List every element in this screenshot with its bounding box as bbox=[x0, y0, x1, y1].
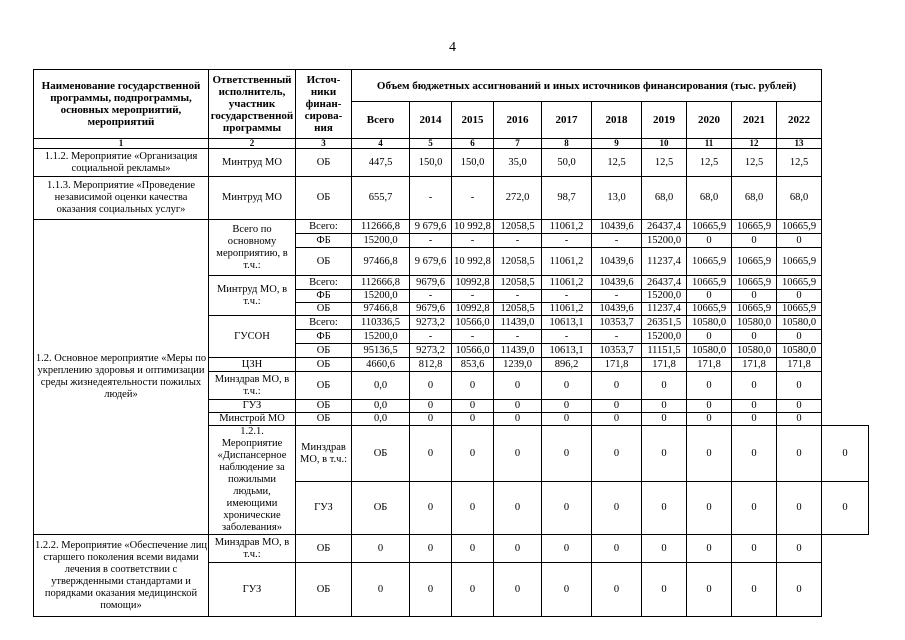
value-cell: 10566,0 bbox=[452, 344, 494, 358]
activity-name: 1.1.2. Мероприятие «Организация социальной рекламы» bbox=[34, 149, 209, 177]
value-cell: - bbox=[494, 234, 542, 248]
value-cell: 0 bbox=[732, 290, 777, 303]
value-cell: 0 bbox=[494, 413, 542, 426]
value-cell: 0 bbox=[592, 400, 642, 413]
value-cell: 0 bbox=[822, 426, 869, 482]
header-year: 2016 bbox=[494, 102, 542, 139]
value-cell: 10580,0 bbox=[777, 316, 822, 330]
value-cell: 0 bbox=[642, 535, 687, 563]
header-year: 2015 bbox=[452, 102, 494, 139]
value-cell: 0 bbox=[494, 372, 542, 400]
value-cell: 12058,5 bbox=[494, 220, 542, 234]
value-cell: 0 bbox=[592, 372, 642, 400]
executor-cell: ГУСОН bbox=[209, 316, 296, 358]
value-cell: 10 992,8 bbox=[452, 220, 494, 234]
column-index: 5 bbox=[410, 139, 452, 149]
source-cell: Всего: bbox=[296, 220, 352, 234]
source-cell: ОБ bbox=[296, 372, 352, 400]
value-cell: 68,0 bbox=[732, 177, 777, 220]
value-cell: 0 bbox=[687, 290, 732, 303]
value-cell: 11439,0 bbox=[494, 344, 542, 358]
value-cell: 0 bbox=[542, 413, 592, 426]
value-cell: 0 bbox=[494, 426, 542, 482]
header-year: 2020 bbox=[687, 102, 732, 139]
value-cell: 0 bbox=[777, 413, 822, 426]
header-source: Источ-ники финан-сирова-ния bbox=[296, 70, 352, 139]
value-cell: 0 bbox=[410, 535, 452, 563]
value-cell: 0 bbox=[592, 426, 642, 482]
column-index: 10 bbox=[642, 139, 687, 149]
header-year: 2017 bbox=[542, 102, 592, 139]
value-cell: 11061,2 bbox=[542, 220, 592, 234]
value-cell: 0 bbox=[542, 563, 592, 617]
source-cell: ФБ bbox=[296, 234, 352, 248]
column-index: 12 bbox=[732, 139, 777, 149]
executor-cell: Минтруд МО bbox=[209, 149, 296, 177]
value-cell: 0 bbox=[732, 400, 777, 413]
column-index: 9 bbox=[592, 139, 642, 149]
value-cell: 68,0 bbox=[687, 177, 732, 220]
value-cell: 50,0 bbox=[542, 149, 592, 177]
source-cell: ОБ bbox=[296, 400, 352, 413]
value-cell: 0 bbox=[352, 563, 410, 617]
column-index: 4 bbox=[352, 139, 410, 149]
value-cell: 0 bbox=[542, 372, 592, 400]
value-cell: 10665,9 bbox=[687, 276, 732, 290]
value-cell: 12058,5 bbox=[494, 248, 542, 276]
value-cell: 9 679,6 bbox=[410, 220, 452, 234]
value-cell: 26351,5 bbox=[642, 316, 687, 330]
value-cell: 11151,5 bbox=[642, 344, 687, 358]
value-cell: 655,7 bbox=[352, 177, 410, 220]
value-cell: 11061,2 bbox=[542, 276, 592, 290]
value-cell: 26437,4 bbox=[642, 220, 687, 234]
value-cell: 0 bbox=[687, 563, 732, 617]
value-cell: 68,0 bbox=[777, 177, 822, 220]
value-cell: - bbox=[410, 290, 452, 303]
value-cell: 10665,9 bbox=[777, 248, 822, 276]
value-cell: 12058,5 bbox=[494, 276, 542, 290]
value-cell: 10665,9 bbox=[777, 276, 822, 290]
value-cell: 10665,9 bbox=[732, 303, 777, 316]
source-cell: ОБ bbox=[296, 358, 352, 372]
executor-cell: ГУЗ bbox=[209, 400, 296, 413]
value-cell: 112666,8 bbox=[352, 220, 410, 234]
value-cell: 171,8 bbox=[592, 358, 642, 372]
value-cell: 0 bbox=[542, 426, 592, 482]
value-cell: 9273,2 bbox=[410, 316, 452, 330]
value-cell: 0 bbox=[410, 372, 452, 400]
value-cell: 0 bbox=[777, 535, 822, 563]
value-cell: 12,5 bbox=[642, 149, 687, 177]
value-cell: 10580,0 bbox=[687, 344, 732, 358]
source-cell: ОБ bbox=[296, 303, 352, 316]
value-cell: 0 bbox=[494, 400, 542, 413]
value-cell: 0 bbox=[452, 426, 494, 482]
value-cell: 12058,5 bbox=[494, 303, 542, 316]
value-cell: 0 bbox=[494, 535, 542, 563]
executor-cell: Минстрой МО bbox=[209, 413, 296, 426]
value-cell: 0 bbox=[777, 426, 822, 482]
value-cell: 0 bbox=[452, 482, 494, 535]
value-cell: 10613,1 bbox=[542, 316, 592, 330]
activity-name: 1.2. Основное мероприятие «Меры по укреплению здоровья и оптимизации среды жизнедеятельности пожилых людей» bbox=[34, 220, 209, 535]
header-year: Всего bbox=[352, 102, 410, 139]
source-cell: Всего: bbox=[296, 276, 352, 290]
value-cell: 12,5 bbox=[592, 149, 642, 177]
executor-cell: Всего по основному мероприятию, в т.ч.: bbox=[209, 220, 296, 276]
page-number: 4 bbox=[449, 40, 456, 55]
value-cell: 12,5 bbox=[687, 149, 732, 177]
value-cell: 896,2 bbox=[542, 358, 592, 372]
value-cell: 171,8 bbox=[732, 358, 777, 372]
value-cell: 171,8 bbox=[777, 358, 822, 372]
value-cell: 0 bbox=[732, 372, 777, 400]
header-year: 2022 bbox=[777, 102, 822, 139]
column-index: 2 bbox=[209, 139, 296, 149]
value-cell: 13,0 bbox=[592, 177, 642, 220]
value-cell: 9 679,6 bbox=[410, 248, 452, 276]
column-index: 6 bbox=[452, 139, 494, 149]
executor-cell: ЦЗН bbox=[209, 358, 296, 372]
value-cell: 11061,2 bbox=[542, 303, 592, 316]
value-cell: 10566,0 bbox=[452, 316, 494, 330]
value-cell: 0 bbox=[687, 426, 732, 482]
table-row bbox=[34, 149, 869, 177]
value-cell: 11061,2 bbox=[542, 248, 592, 276]
value-cell: 853,6 bbox=[452, 358, 494, 372]
value-cell: 0 bbox=[687, 535, 732, 563]
value-cell: 110336,5 bbox=[352, 316, 410, 330]
value-cell: 0 bbox=[592, 413, 642, 426]
value-cell: 447,5 bbox=[352, 149, 410, 177]
value-cell: 10665,9 bbox=[777, 303, 822, 316]
value-cell: 0 bbox=[410, 563, 452, 617]
executor-cell: Минтруд МО bbox=[209, 177, 296, 220]
value-cell: 0 bbox=[410, 400, 452, 413]
value-cell: 0 bbox=[687, 413, 732, 426]
value-cell: 0 bbox=[777, 482, 822, 535]
value-cell: - bbox=[592, 330, 642, 344]
value-cell: 12,5 bbox=[732, 149, 777, 177]
value-cell: 10 992,8 bbox=[452, 248, 494, 276]
value-cell: 26437,4 bbox=[642, 276, 687, 290]
value-cell: 10665,9 bbox=[732, 220, 777, 234]
value-cell: 10439,6 bbox=[592, 248, 642, 276]
column-index: 13 bbox=[777, 139, 822, 149]
value-cell: - bbox=[452, 330, 494, 344]
value-cell: - bbox=[494, 330, 542, 344]
value-cell: - bbox=[410, 234, 452, 248]
value-cell: 0 bbox=[410, 426, 452, 482]
value-cell: 4660,6 bbox=[352, 358, 410, 372]
value-cell: 171,8 bbox=[642, 358, 687, 372]
value-cell: 1239,0 bbox=[494, 358, 542, 372]
value-cell: 10439,6 bbox=[592, 303, 642, 316]
source-cell: ФБ bbox=[296, 290, 352, 303]
value-cell: 15200,0 bbox=[642, 330, 687, 344]
value-cell: 0 bbox=[494, 482, 542, 535]
value-cell: 0 bbox=[542, 400, 592, 413]
value-cell: 0 bbox=[687, 234, 732, 248]
value-cell: - bbox=[452, 177, 494, 220]
value-cell: 15200,0 bbox=[352, 330, 410, 344]
value-cell: 10992,8 bbox=[452, 276, 494, 290]
source-cell: ОБ bbox=[352, 426, 410, 482]
source-cell: ОБ bbox=[296, 535, 352, 563]
value-cell: 0 bbox=[732, 482, 777, 535]
value-cell: 0 bbox=[732, 330, 777, 344]
value-cell: 35,0 bbox=[494, 149, 542, 177]
value-cell: 0,0 bbox=[352, 413, 410, 426]
value-cell: 10613,1 bbox=[542, 344, 592, 358]
value-cell: 10665,9 bbox=[777, 220, 822, 234]
activity-name: 1.1.3. Мероприятие «Проведение независимой оценки качества оказания социальных услуг» bbox=[34, 177, 209, 220]
value-cell: 0 bbox=[732, 535, 777, 563]
value-cell: 10665,9 bbox=[732, 248, 777, 276]
value-cell: - bbox=[410, 177, 452, 220]
value-cell: 11237,4 bbox=[642, 303, 687, 316]
value-cell: 0 bbox=[592, 482, 642, 535]
value-cell: 0 bbox=[452, 413, 494, 426]
column-index: 1 bbox=[34, 139, 209, 149]
value-cell: 0 bbox=[592, 563, 642, 617]
value-cell: 0 bbox=[352, 535, 410, 563]
value-cell: 0 bbox=[777, 400, 822, 413]
value-cell: 15200,0 bbox=[642, 290, 687, 303]
value-cell: 0 bbox=[777, 290, 822, 303]
column-index: 7 bbox=[494, 139, 542, 149]
value-cell: 9679,6 bbox=[410, 303, 452, 316]
executor-cell: Минтруд МО, в т.ч.: bbox=[209, 276, 296, 316]
value-cell: 10580,0 bbox=[732, 316, 777, 330]
value-cell: 0 bbox=[410, 413, 452, 426]
value-cell: - bbox=[542, 330, 592, 344]
budget-table bbox=[33, 69, 869, 617]
table-row bbox=[34, 535, 869, 563]
value-cell: 0 bbox=[642, 372, 687, 400]
value-cell: 10439,6 bbox=[592, 220, 642, 234]
value-cell: 10353,7 bbox=[592, 316, 642, 330]
activity-name: 1.2.2. Мероприятие «Обеспечение лиц старшего поколения всеми видами лечения в соответствии с утвержденными стандартами и порядками оказания медицинской помощи» bbox=[34, 535, 209, 617]
source-cell: ФБ bbox=[296, 330, 352, 344]
value-cell: 10353,7 bbox=[592, 344, 642, 358]
value-cell: 10665,9 bbox=[732, 276, 777, 290]
source-cell: ОБ bbox=[296, 248, 352, 276]
source-cell: ОБ bbox=[296, 413, 352, 426]
value-cell: 10665,9 bbox=[687, 220, 732, 234]
value-cell: 0 bbox=[732, 413, 777, 426]
source-cell: ОБ bbox=[296, 563, 352, 617]
value-cell: - bbox=[542, 290, 592, 303]
source-cell: ОБ bbox=[296, 344, 352, 358]
value-cell: 0,0 bbox=[352, 372, 410, 400]
value-cell: 11237,4 bbox=[642, 248, 687, 276]
value-cell: 98,7 bbox=[542, 177, 592, 220]
value-cell: 0 bbox=[777, 563, 822, 617]
value-cell: 9273,2 bbox=[410, 344, 452, 358]
value-cell: 0 bbox=[777, 234, 822, 248]
source-cell: Всего: bbox=[296, 316, 352, 330]
header-year: 2019 bbox=[642, 102, 687, 139]
value-cell: 10992,8 bbox=[452, 303, 494, 316]
column-index: 8 bbox=[542, 139, 592, 149]
value-cell: 171,8 bbox=[687, 358, 732, 372]
value-cell: 0 bbox=[452, 400, 494, 413]
value-cell: 0 bbox=[410, 482, 452, 535]
value-cell: 0 bbox=[642, 413, 687, 426]
header-year: 2014 bbox=[410, 102, 452, 139]
executor-cell: Минздрав МО, в т.ч.: bbox=[209, 372, 296, 400]
value-cell: - bbox=[494, 290, 542, 303]
value-cell: 0 bbox=[542, 482, 592, 535]
value-cell: 0 bbox=[732, 426, 777, 482]
value-cell: 0 bbox=[452, 535, 494, 563]
value-cell: 68,0 bbox=[642, 177, 687, 220]
value-cell: 12,5 bbox=[777, 149, 822, 177]
value-cell: 11439,0 bbox=[494, 316, 542, 330]
value-cell: - bbox=[452, 234, 494, 248]
column-index: 3 bbox=[296, 139, 352, 149]
value-cell: 9679,6 bbox=[410, 276, 452, 290]
value-cell: 0 bbox=[642, 426, 687, 482]
value-cell: 10580,0 bbox=[687, 316, 732, 330]
value-cell: 15200,0 bbox=[642, 234, 687, 248]
header-volume: Объем бюджетных ассигнований и иных источников финансирования (тыс. рублей) bbox=[352, 70, 822, 102]
value-cell: - bbox=[592, 234, 642, 248]
value-cell: 0 bbox=[732, 563, 777, 617]
value-cell: 812,8 bbox=[410, 358, 452, 372]
value-cell: 0 bbox=[687, 400, 732, 413]
value-cell: 10580,0 bbox=[732, 344, 777, 358]
value-cell: 10580,0 bbox=[777, 344, 822, 358]
value-cell: 272,0 bbox=[494, 177, 542, 220]
value-cell: 15200,0 bbox=[352, 234, 410, 248]
value-cell: 0 bbox=[687, 372, 732, 400]
value-cell: 0 bbox=[642, 482, 687, 535]
executor-cell: ГУЗ bbox=[296, 482, 352, 535]
value-cell: 0 bbox=[777, 372, 822, 400]
value-cell: 0 bbox=[452, 372, 494, 400]
value-cell: 10439,6 bbox=[592, 276, 642, 290]
value-cell: - bbox=[542, 234, 592, 248]
value-cell: 0 bbox=[542, 535, 592, 563]
value-cell: 0 bbox=[687, 482, 732, 535]
executor-cell: ГУЗ bbox=[209, 563, 296, 617]
value-cell: 10665,9 bbox=[687, 303, 732, 316]
value-cell: 0 bbox=[822, 482, 869, 535]
table-row bbox=[34, 220, 869, 234]
value-cell: 97466,8 bbox=[352, 248, 410, 276]
executor-cell: Минздрав МО, в т.ч.: bbox=[296, 426, 352, 482]
value-cell: 112666,8 bbox=[352, 276, 410, 290]
value-cell: 150,0 bbox=[452, 149, 494, 177]
value-cell: - bbox=[452, 290, 494, 303]
source-cell: ОБ bbox=[296, 149, 352, 177]
column-index: 11 bbox=[687, 139, 732, 149]
activity-name: 1.2.1. Мероприятие «Диспансерное наблюдение за пожилыми людьми, имеющими хронические заболевания» bbox=[209, 426, 296, 535]
header-executor: Ответственный исполнитель, участник государственной программы bbox=[209, 70, 296, 139]
value-cell: 95136,5 bbox=[352, 344, 410, 358]
header-year: 2018 bbox=[592, 102, 642, 139]
value-cell: 0 bbox=[592, 535, 642, 563]
value-cell: 10665,9 bbox=[687, 248, 732, 276]
value-cell: 0,0 bbox=[352, 400, 410, 413]
value-cell: - bbox=[410, 330, 452, 344]
executor-cell: Минздрав МО, в т.ч.: bbox=[209, 535, 296, 563]
source-cell: ОБ bbox=[352, 482, 410, 535]
value-cell: 15200,0 bbox=[352, 290, 410, 303]
table-row bbox=[34, 177, 869, 220]
header-year: 2021 bbox=[732, 102, 777, 139]
value-cell: 0 bbox=[494, 563, 542, 617]
source-cell: ОБ bbox=[296, 177, 352, 220]
value-cell: 0 bbox=[452, 563, 494, 617]
value-cell: 0 bbox=[642, 400, 687, 413]
value-cell: - bbox=[592, 290, 642, 303]
header-name: Наименование государственной программы, подпрограммы, основных мероприятий, мероприятий bbox=[34, 70, 209, 139]
value-cell: 0 bbox=[732, 234, 777, 248]
value-cell: 97466,8 bbox=[352, 303, 410, 316]
value-cell: 0 bbox=[687, 330, 732, 344]
header-index-row bbox=[34, 139, 869, 149]
value-cell: 0 bbox=[777, 330, 822, 344]
value-cell: 150,0 bbox=[410, 149, 452, 177]
value-cell: 0 bbox=[642, 563, 687, 617]
